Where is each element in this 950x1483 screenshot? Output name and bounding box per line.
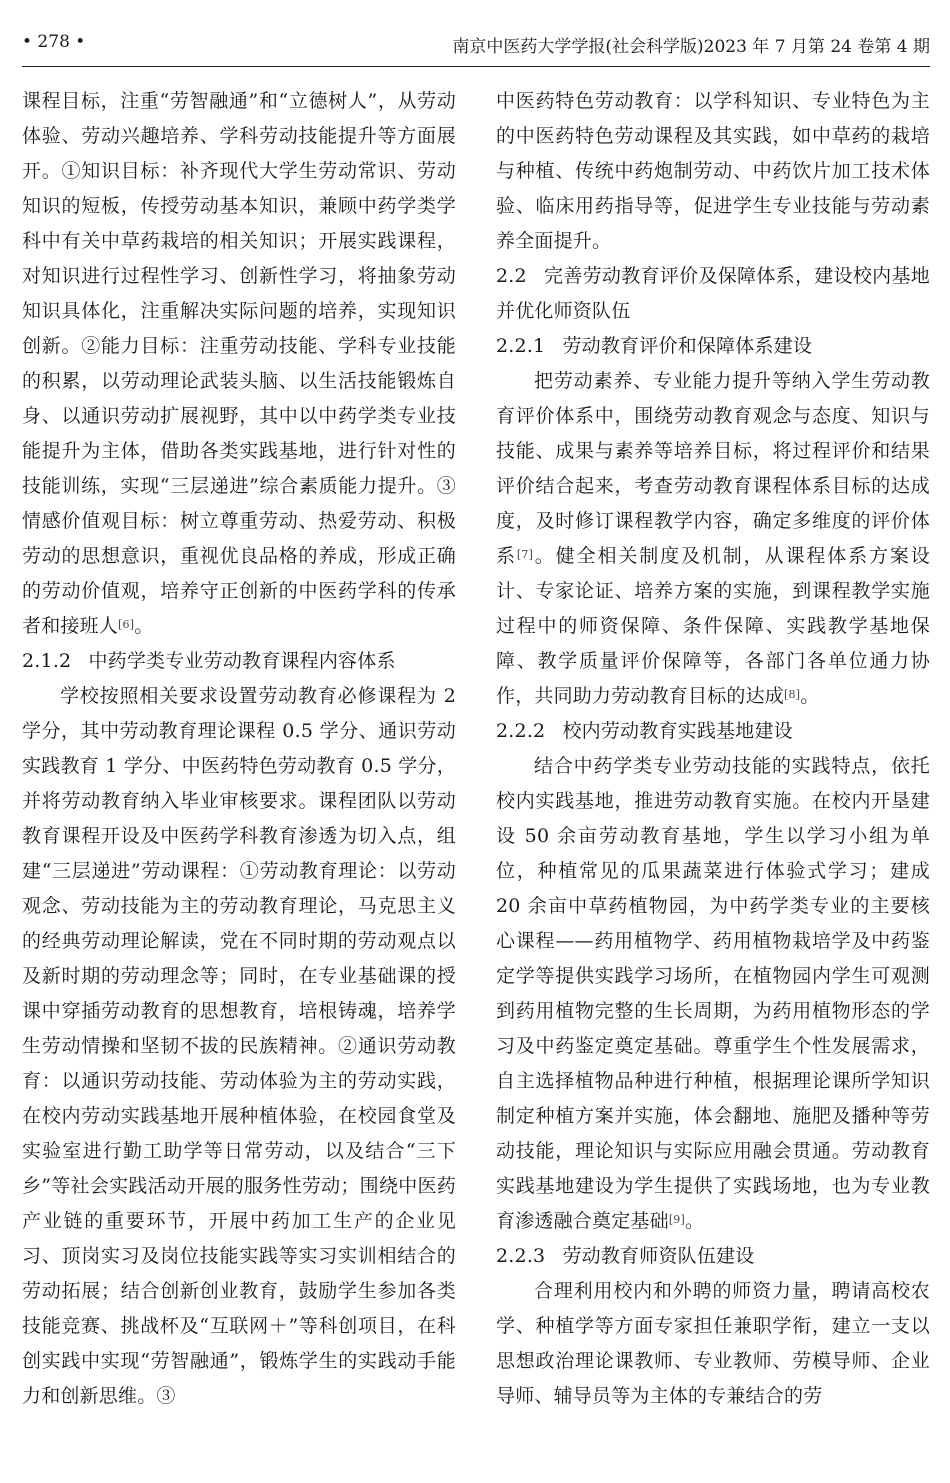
paragraph-end: 。	[685, 1210, 705, 1232]
section-number: 2.1.2	[22, 650, 72, 672]
section-number: 2.2.3	[496, 1245, 546, 1267]
section-heading-2-2	[496, 259, 930, 329]
section-number: 2.2.2	[496, 720, 546, 742]
paragraph-end: 。	[800, 685, 820, 707]
section-number: 2.2.1	[496, 335, 546, 357]
section-title: 校内劳动教育实践基地建设	[562, 720, 793, 742]
section-heading-2-2-1	[496, 329, 930, 364]
page-number: • 278 •	[22, 32, 86, 52]
header-rule	[22, 66, 930, 67]
paragraph-end: 。	[134, 615, 154, 637]
paragraph-text: 把劳动素养、专业能力提升等纳入学生劳动教育评价体系中，围绕劳动教育观念与态度、知识与技能、成果与素养等培养目标，将过程评价和结果评价结合起来，考查劳动教育课程体系目标的达成度，及时修订课程教学内容，确定多维度的评价体系	[496, 370, 930, 567]
paragraph-evaluation	[496, 364, 930, 714]
citation-8: [8]	[784, 688, 801, 701]
section-heading-2-2-3	[496, 1239, 930, 1274]
right-column	[496, 84, 930, 1414]
citation-6: [6]	[118, 618, 135, 631]
citation-7: [7]	[516, 548, 534, 561]
running-header	[22, 32, 930, 68]
section-title: 劳动教育评价和保障体系建设	[562, 335, 813, 357]
section-heading-2-2-2	[496, 714, 930, 749]
paragraph-text: 。健全相关制度及机制，从课程体系方案设计、专家论证、培养方案的实施，到课程教学实施过程中的师资保障、条件保障、实践教学基地保障、教学质量评价保障等，各部门各单位通力协作，共同助力劳动教育目标的达成	[496, 545, 930, 707]
paragraph-text: 课程目标，注重“劳智融通”和“立德树人”，从劳动体验、劳动兴趣培养、学科劳动技能提升等方面展开。①知识目标：补齐现代大学生劳动常识、劳动知识的短板，传授劳动基本知识，兼顾中药学类学科中有关中草药栽培的相关知识；开展实践课程，对知识进行过程性学习、创新性学习，将抽象劳动知识具体化，注重解决实际问题的培养，实现知识创新。②能力目标：注重劳动技能、学科专业技能的积累，以劳动理论武装头脑、以生活技能锻炼自身、以通识劳动扩展视野，其中以中药学类专业技能提升为主体，借助各类实践基地，进行针对性的技能训练，实现“三层递进”综合素质能力提升。③情感价值观目标：树立尊重劳动、热爱劳动、积极劳动的思想意识，重视优良品格的养成，形成正确的劳动价值观，培养守正创新的中医药学科的传承者和接班人	[22, 90, 456, 637]
journal-title: 南京中医药大学学报(社会科学版)2023 年 7 月第 24 卷第 4 期	[452, 37, 930, 57]
section-number: 2.2	[496, 265, 527, 287]
paragraph-practice-base	[496, 749, 930, 1239]
section-heading-2-1-2	[22, 644, 456, 679]
left-column	[22, 84, 456, 1414]
section-title: 中药学类专业劳动教育课程内容体系	[88, 650, 396, 672]
paragraph-faculty: 合理利用校内和外聘的师资力量，聘请高校农学、种植学等方面专家担任兼职学衔，建立一支以思想政治理论课教师、专业教师、劳模导师、企业导师、辅导员等为主体的专兼结合的劳	[496, 1280, 930, 1407]
paragraph-course-goals	[22, 84, 456, 644]
section-title: 劳动教育师资队伍建设	[562, 1245, 755, 1267]
paragraph-tcm-labor: 中医药特色劳动教育：以学科知识、专业特色为主的中医药特色劳动课程及其实践，如中草药的栽培与种植、传统中药炮制劳动、中药饮片加工技术体验、临床用药指导等，促进学生专业技能与劳动素养全面提升。	[496, 90, 930, 252]
paragraph-course-content: 学校按照相关要求设置劳动教育必修课程为 2 学分，其中劳动教育理论课程 0.5 学分、通识劳动实践教育 1 学分、中医药特色劳动教育 0.5 学分，并将劳动教育纳入毕业审核要求。课程团队以劳动教育课程开设及中医药学科教育渗透为切入点，组建“三层递进”劳动课程：①劳动教育理论：以劳动观念、劳动技能为主的劳动教育理论，马克思主义的经典劳动理论解读，党在不同时期的劳动观点以及新时期的劳动理念等；同时，在专业基础课的授课中穿插劳动教育的思想教育，培根铸魂，培养学生劳动情操和坚韧不拔的民族精神。②通识劳动教育：以通识劳动技能、劳动体验为主的劳动实践，在校内劳动实践基地开展种植体验，在校园食堂及实验室进行勤工助学等日常劳动，以及结合“三下乡”等社会实践活动开展的服务性劳动；围绕中医药产业链的重要环节，开展中药加工生产的企业见习、顶岗实习及岗位技能实践等实习实训相结合的劳动拓展；结合创新创业教育，鼓励学生参加各类技能竞赛、挑战杯及“互联网＋”等科创项目，在科创实践中实现“劳智融通”，锻炼学生的实践动手能力和创新思维。③	[22, 685, 456, 1407]
citation-9: [9]	[668, 1213, 685, 1226]
paragraph-text: 结合中药学类专业劳动技能的实践特点，依托校内实践基地，推进劳动教育实施。在校内开垦建设 50 余亩劳动教育基地，学生以学习小组为单位，种植常见的瓜果蔬菜进行体验式学习；建成 20 余亩中草药植物园，为中药学类专业的主要核心课程——药用植物学、药用植物栽培学及中药鉴定学等提供实践学习场所，在植物园内学生可观测到药用植物完整的生长周期，为药用植物形态的学习及中药鉴定奠定基础。尊重学生个性发展需求，自主选择植物品种进行种植，根据理论课所学知识制定种植方案并实施，体会翻地、施肥及播种等劳动技能，理论知识与实际应用融会贯通。劳动教育实践基地建设为学生提供了实践场地，也为专业教育渗透融合奠定基础	[496, 755, 930, 1232]
section-title: 完善劳动教育评价及保障体系，建设校内基地并优化师资队伍	[496, 265, 930, 322]
